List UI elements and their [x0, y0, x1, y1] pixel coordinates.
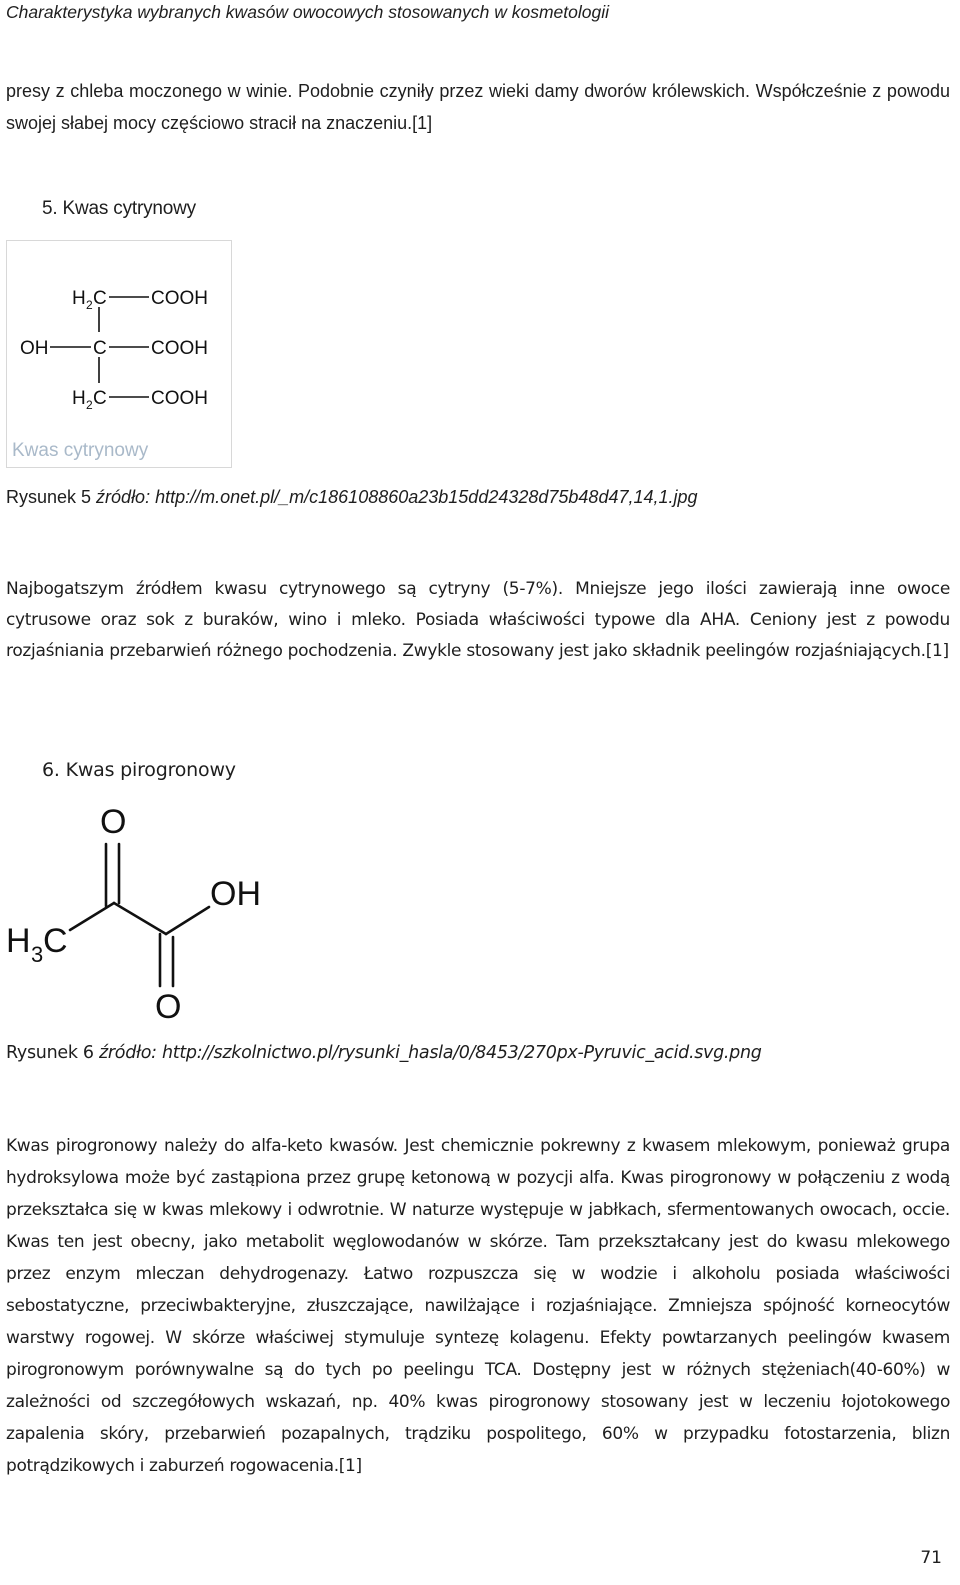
section-heading-citric-acid: 5. Kwas cytrynowy [42, 198, 196, 219]
caption-label: Rysunek 6 [6, 1043, 100, 1063]
atom-h3c-c: C [43, 922, 68, 960]
pyruvic-acid-structure-figure [0, 800, 270, 1028]
page-number: 71 [920, 1548, 942, 1568]
bond-methyl-carbon [70, 903, 114, 930]
citric-acid-paragraph: Najbogatszym źródłem kwasu cytrynowego są cytryny (5-7%). Mniejsze jego ilości zawierają inne owoce cytrusowe oraz sok z buraków, wino i mleko. Posiada właściwości typowe dla AHA. Ceniony jest z powodu rozjaśniania przebarwień różnego pochodzenia. Zwykle stosowany jest jako składnik peelingów rozjaśniających.[1] [6, 579, 950, 661]
section-heading-pyruvic-acid: 6. Kwas pirogronowy [42, 759, 236, 781]
atom-h2c-top-sub: 2 [86, 298, 93, 312]
citric-acid-structure-figure [6, 240, 232, 468]
atom-cooh-1: COOH [151, 288, 208, 309]
intro-paragraph: presy z chleba moczonego w winie. Podobnie czyniły przez wieki damy dworów królewskich. Współcześnie z powodu swojej słabej mocy częściowo stracił na znaczeniu.[1] [6, 81, 950, 133]
figure-6-caption [6, 1043, 762, 1063]
pyruvic-acid-paragraph: Kwas pirogronowy należy do alfa-keto kwasów. Jest chemicznie pokrewny z kwasem mlekowym, ponieważ grupa hydroksylowa może być zastąpiona przez grupę ketonową w pozycji alfa. Kwas pirogronowy w połączeniu z wodą przekształca się w kwas mlekowy i odwrotnie. W naturze występuje w jabłkach, sfermentowanych owocach, occie. Kwas ten jest obecny, jako metabolit węglowodanów w skórze. Tam przekształcany jest do kwasu mlekowego przez enzym mleczan dehydrogenazy. Łatwo rozpuszcza się w wodzie i alkoholu posiada właściwości sebostatyczne, przeciwbakteryjne, złuszczające, nawilżające i rozjaśniające. Zmniejsza spójność korneocytów warstwy rogowej. W skórze właściwej stymuluje syntezę kolagenu. Efekty powtarzanych peelingów kwasem pirogronowym porównywalne są do tych po peelingu TCA. Dostępny jest w różnych stężeniach(40-60%) w zależności od szczegółowych wskazań, np. 40% kwas pirogronowy stosowany jest w leczeniu łojotokowego zapalenia skóry, przebarwień pozapalnych, trądziku pospolitego, 60% w przypadku fotostarzenia, blizn potrądzikowych i zaburzeń rogowacenia.[1] [6, 1136, 950, 1476]
caption-source: źródło: http://m.onet.pl/_m/c186108860a23b15dd24328d75b48d47,14,1.jpg [96, 487, 698, 507]
atom-cooh-2: COOH [151, 338, 208, 359]
figure-watermark: Kwas cytrynowy [12, 440, 149, 461]
atom-h2c-bottom-sub: 2 [86, 398, 93, 412]
atom-h2c-bottom-c: C [93, 388, 107, 409]
atom-h2c-bottom-h: H [72, 388, 86, 409]
atom-h2c-top-c: C [93, 288, 107, 309]
atom-c-center: C [93, 338, 107, 359]
atom-o-top: O [100, 803, 127, 841]
atom-oh: OH [210, 875, 261, 913]
caption-source: źródło: http://szkolnictwo.pl/rysunki_hasla/0/8453/270px-Pyruvic_acid.svg.png [99, 1043, 762, 1063]
atom-h3c-h: H [6, 922, 31, 960]
atom-h3c-sub: 3 [31, 942, 44, 967]
atom-oh: OH [20, 338, 49, 359]
bond-carbon-carboxyl [114, 903, 166, 934]
atom-h2c-top-h: H [72, 288, 86, 309]
bond-carboxyl-oh [166, 907, 209, 934]
atom-o-bottom: O [155, 988, 182, 1026]
atom-cooh-3: COOH [151, 388, 208, 409]
caption-label: Rysunek 5 [6, 487, 97, 507]
figure-5-caption [6, 487, 698, 508]
running-header: Charakterystyka wybranych kwasów owocowych stosowanych w kosmetologii [6, 2, 610, 22]
